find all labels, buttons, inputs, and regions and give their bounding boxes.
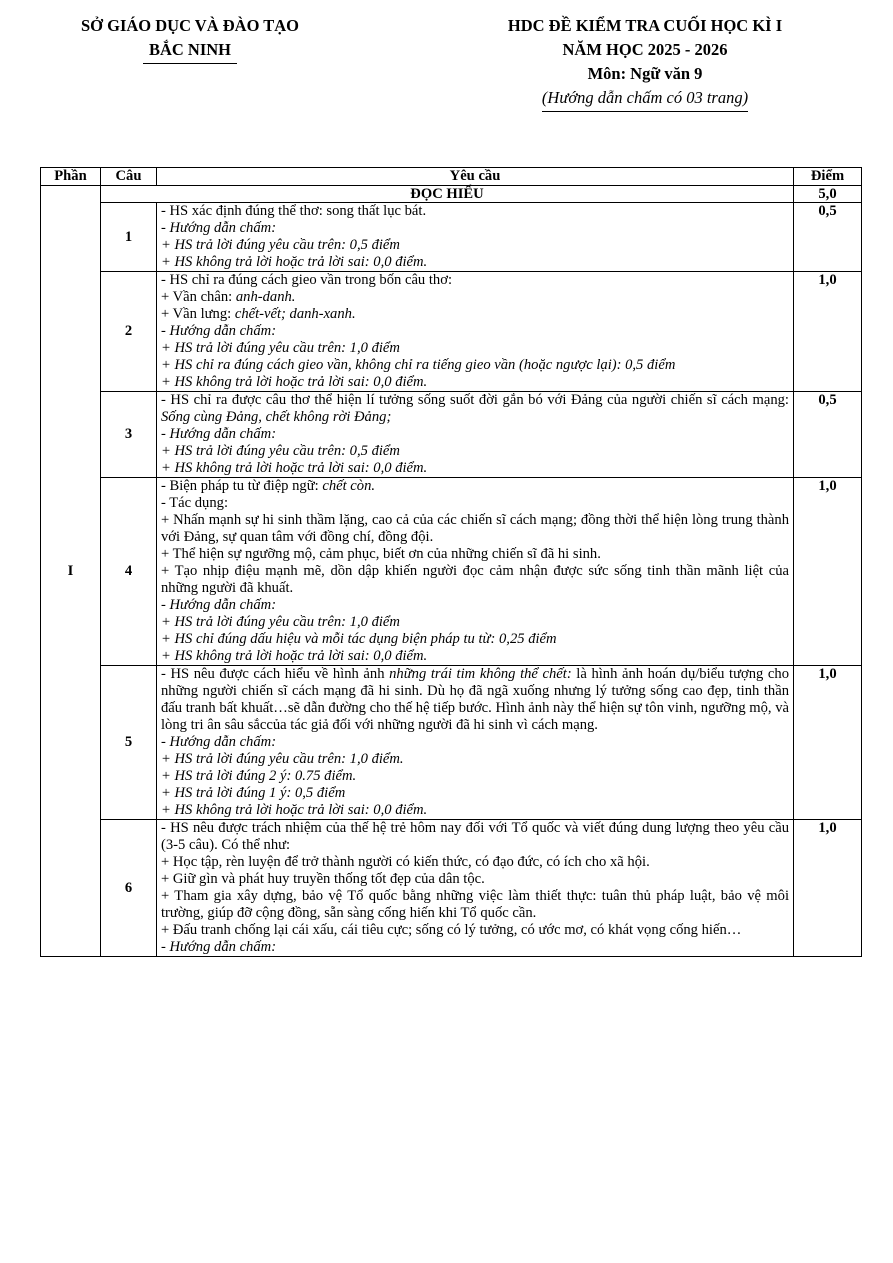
requirement-line [161,340,789,357]
requirement-line [161,374,789,391]
text-segment: + HS trả lời đúng yêu cầu trên: 1,0 điểm [161,614,400,630]
text-segment: + HS trả lời đúng yêu cầu trên: 1,0 điểm [161,340,400,356]
header-yeucau: Yêu cầu [157,168,794,186]
requirement-line [161,871,789,888]
text-segment: - HS chỉ ra đúng cách gieo vần trong bốn câu thơ: [161,272,452,288]
requirement-cell [157,820,794,957]
header-diem: Điểm [794,168,862,186]
department-name: SỞ GIÁO DỤC VÀ ĐÀO TẠO [80,16,300,35]
table-row [41,820,862,957]
text-segment: + Đấu tranh chống lại cái xấu, cái tiêu cực; sống có lý tưởng, có ước mơ, có khát vọng cống hiến… [161,922,742,938]
requirement-line [161,768,789,785]
section-title: ĐỌC HIỂU [101,186,794,203]
text-segment: + Tạo nhịp điệu mạnh mẽ, dồn dập khiến người đọc cảm nhận được sức sống tinh thần mãnh liệt của những người đã khuất. [161,563,789,596]
text-segment: + HS không trả lời hoặc trả lời sai: 0,0 điểm. [161,374,428,390]
text-segment: + Tham gia xây dựng, bảo vệ Tổ quốc bằng những việc làm thiết thực: tuân thủ pháp luật, bảo vệ môi trường, giúp đỡ cộng đồng, sẵn sàng cống hiến khi Tổ quốc cần. [161,888,789,921]
text-segment: + HS trả lời đúng yêu cầu trên: 0,5 điểm [161,237,400,253]
document-title: HDC ĐỀ KIỂM TRA CUỐI HỌC KÌ I [507,16,783,35]
requirement-line [161,546,789,563]
subject: Môn: Ngữ văn 9 [587,64,703,83]
question-number: 6 [101,820,157,957]
text-segment: - [161,939,170,955]
requirement-line [161,272,789,289]
section-row [41,186,862,203]
text-segment: + HS chỉ đúng dấu hiệu và mỗi tác dụng biện pháp tu từ: 0,25 điểm [161,631,557,647]
requirement-line [161,254,789,271]
requirement-line [161,854,789,871]
table-header-row [41,168,862,186]
text-segment: + Thể hiện sự ngưỡng mộ, cảm phục, biết ơn của những chiến sĩ đã hi sinh. [161,546,601,562]
text-segment: + HS trả lời đúng 2 ý: 0.75 điểm. [161,768,357,784]
question-score: 0,5 [794,392,862,478]
section-score: 5,0 [794,186,862,203]
text-segment: những trái tim không thể chết: [389,666,572,682]
requirement-cell [157,392,794,478]
text-segment: + Vần lưng: [161,306,235,322]
text-segment: - Tác dụng: [161,495,229,511]
text-segment: Hướng dẫn chấm: [169,939,277,955]
page-count-note: (Hướng dẫn chấm có 03 trang) [542,86,748,112]
requirement-line [161,922,789,939]
text-segment: - HS nêu được trách nhiệm của thế hệ trẻ hôm nay đối với Tổ quốc và viết đúng dung lượng theo yêu cầu (3-5 câu). Có thể như: [161,820,789,853]
requirement-line [161,426,789,443]
question-score: 1,0 [794,478,862,666]
requirement-line [161,203,789,220]
text-segment: Hướng dẫn chấm: [169,426,277,442]
text-segment: - HS xác định đúng thể thơ: song thất lục bát. [161,203,427,219]
requirement-line [161,734,789,751]
requirement-cell [157,272,794,392]
requirement-line [161,785,789,802]
text-segment: Hướng dẫn chấm: [169,323,277,339]
header-right [400,14,890,112]
table-row [41,666,862,820]
grading-table [40,167,862,957]
text-segment: + HS chỉ ra đúng cách gieo vần, không chỉ ra tiếng gieo vần (hoặc ngược lại): 0,5 điểm [161,357,676,373]
requirement-line [161,306,789,323]
requirement-line [161,614,789,631]
requirement-line [161,478,789,495]
text-segment: - [161,734,170,750]
text-segment: - HS nêu được cách hiểu về hình ảnh [161,666,390,682]
question-number: 5 [101,666,157,820]
requirement-line [161,512,789,546]
text-segment: - HS chỉ ra được câu thơ thể hiện lí tưởng sống suốt đời gắn bó với Đảng của người chiến sĩ cách mạng: [161,392,789,408]
question-number: 2 [101,272,157,392]
text-segment: + Giữ gìn và phát huy truyền thống tốt đẹp của dân tộc. [161,871,485,887]
requirement-line [161,666,789,734]
text-segment: là hình ảnh hoán dụ/biểu tượng cho những người chiến sĩ cách mạng đã hi sinh. Dù họ đã ngã xuống nhưng lý tưởng sống cao đẹp, tinh thần đấu tranh bất khuất…sẽ dẫn đường cho thế hệ tiếp bước. Hình ảnh này thể hiện sự tôn vinh, ngưỡng mộ, và lòng tri ân sâu sắccủa tác giả đối với những người đã hi sinh vì cách mạng. [161,666,789,733]
requirement-line [161,563,789,597]
text-segment: + HS trả lời đúng 1 ý: 0,5 điểm [161,785,346,801]
table-row [41,392,862,478]
requirement-cell [157,478,794,666]
requirement-line [161,460,789,477]
requirement-cell [157,666,794,820]
text-segment: - [161,426,170,442]
requirement-line [161,495,789,512]
requirement-line [161,392,789,426]
text-segment: + Nhấn mạnh sự hi sinh thầm lặng, cao cả của các chiến sĩ cách mạng; đồng thời thể hiện lòng trung thành với Đảng, sự quan tâm với đồng chí, đồng đội. [161,512,789,545]
text-segment: chết-vết; danh-xanh. [234,306,356,322]
text-segment: + Học tập, rèn luyện để trở thành người có kiến thức, có đạo đức, có ích cho xã hội. [161,854,650,870]
question-score: 1,0 [794,666,862,820]
text-segment: - Biện pháp tu từ điệp ngữ: [161,478,323,494]
question-score: 1,0 [794,820,862,957]
text-segment: + HS không trả lời hoặc trả lời sai: 0,0 điểm. [161,648,428,664]
text-segment: - [161,323,170,339]
requirement-line [161,357,789,374]
text-segment: Hướng dẫn chấm: [169,220,277,236]
text-segment: Hướng dẫn chấm: [169,597,277,613]
requirement-line [161,939,789,956]
table-row [41,272,862,392]
header-cau: Câu [101,168,157,186]
school-year: NĂM HỌC 2025 - 2026 [562,40,728,59]
requirement-line [161,289,789,306]
question-number: 1 [101,203,157,272]
requirement-line [161,888,789,922]
requirement-line [161,323,789,340]
question-number: 3 [101,392,157,478]
text-segment: + Vần chân: [161,289,236,305]
requirement-cell [157,203,794,272]
requirement-line [161,220,789,237]
requirement-line [161,597,789,614]
section-number: I [41,186,101,957]
text-segment: + HS không trả lời hoặc trả lời sai: 0,0 điểm. [161,254,428,270]
question-number: 4 [101,478,157,666]
requirement-line [161,443,789,460]
requirement-line [161,751,789,768]
text-segment: + HS trả lời đúng yêu cầu trên: 1,0 điểm. [161,751,404,767]
text-segment: + HS trả lời đúng yêu cầu trên: 0,5 điểm [161,443,400,459]
text-segment: anh-danh. [235,289,296,305]
text-segment: Sống cùng Đảng, chết không rời Đảng; [161,409,392,425]
table-row [41,478,862,666]
province-name: BẮC NINH [143,40,237,64]
requirement-line [161,631,789,648]
question-score: 1,0 [794,272,862,392]
text-segment: + HS không trả lời hoặc trả lời sai: 0,0 điểm. [161,802,428,818]
requirement-line [161,237,789,254]
requirement-line [161,648,789,665]
text-segment: + HS không trả lời hoặc trả lời sai: 0,0 điểm. [161,460,428,476]
text-segment: - [161,220,170,236]
table-row [41,203,862,272]
text-segment: chết còn. [322,478,376,494]
question-score: 0,5 [794,203,862,272]
requirement-line [161,802,789,819]
header-left [40,14,340,64]
text-segment: - [161,597,170,613]
requirement-line [161,820,789,854]
header-phan: Phần [41,168,101,186]
text-segment: Hướng dẫn chấm: [169,734,277,750]
